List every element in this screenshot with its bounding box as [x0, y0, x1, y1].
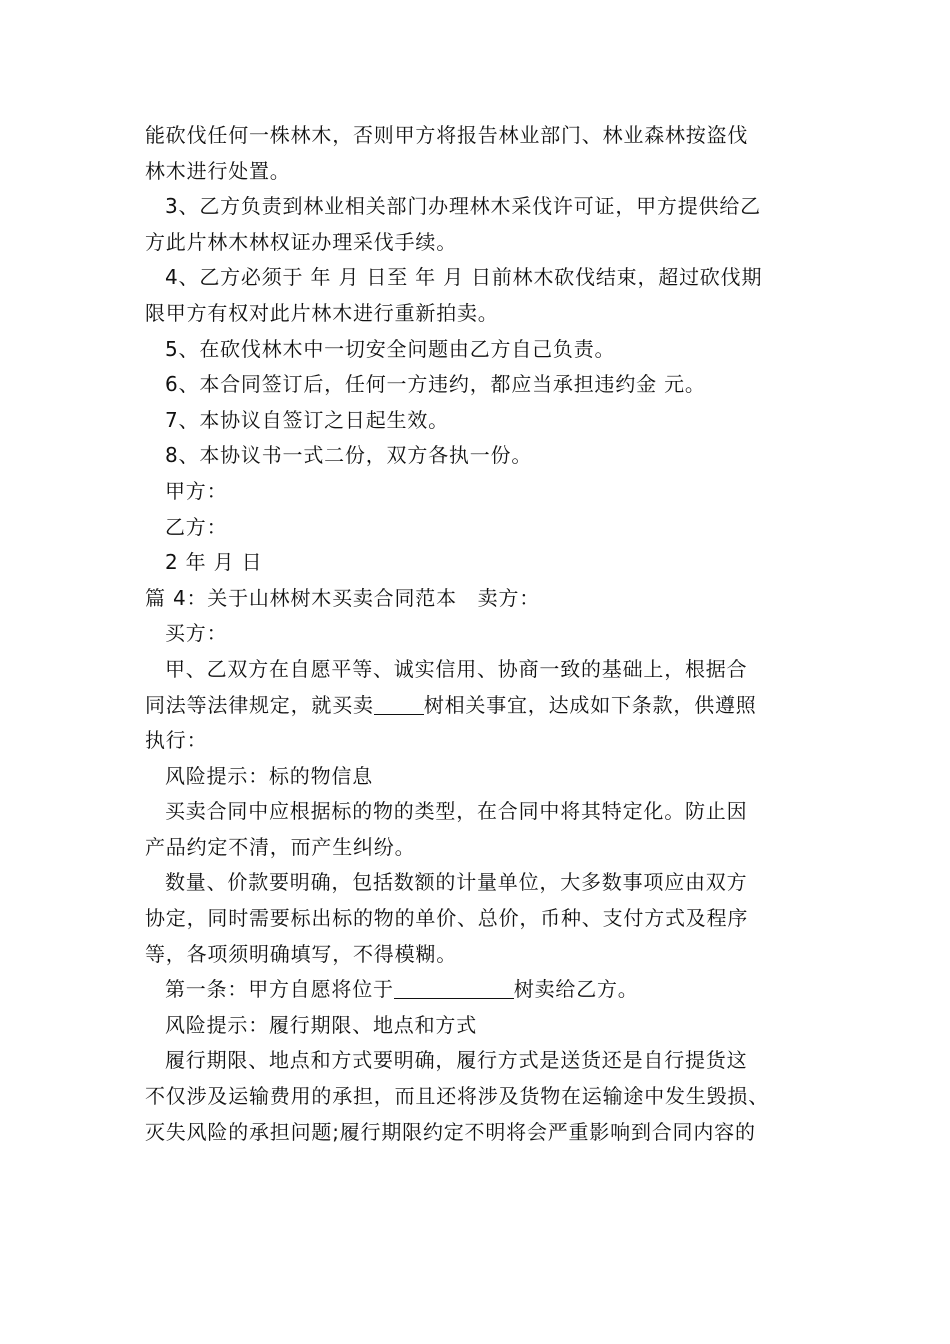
text-line: 不仅涉及运输费用的承担，而且还将涉及货物在运输途中发生毁损、 — [145, 1084, 769, 1109]
fill-blank-tree-type — [374, 694, 424, 715]
clause-3: 3、乙方负责到林业相关部门办理林木采伐许可证，甲方提供给乙 — [165, 194, 761, 219]
text-fragment: 同法等法律规定，就买卖 — [145, 692, 374, 717]
text-line: 灭失风险的承担问题;履行期限约定不明将会严重影响到合同内容的 — [145, 1119, 756, 1144]
text-line — [145, 688, 815, 724]
text-fragment: 第一条：甲方自愿将位于 — [165, 977, 394, 1002]
signing-date: 2 年 月 日 — [165, 550, 263, 575]
text-line: 方此片林木林权证办理采伐手续。 — [145, 229, 457, 254]
text-fragment: 树卖给乙方。 — [513, 977, 639, 1002]
clause-4: 4、乙方必须于 年 月 日至 年 月 日前林木砍伐结束，超过砍伐期 — [165, 265, 763, 290]
text-line: 等，各项须明确填写，不得模糊。 — [145, 941, 457, 966]
clause-7: 7、本协议自签订之日起生效。 — [165, 407, 449, 432]
fill-blank-location — [394, 978, 514, 999]
risk-tip-heading: 风险提示：标的物信息 — [165, 763, 373, 788]
text-line: 林木进行处置。 — [145, 158, 291, 183]
buyer-label: 买方： — [165, 621, 228, 646]
text-line: 协定，同时需要标出标的物的单价、总价，币种、支付方式及程序 — [145, 906, 749, 931]
text-line: 甲、乙双方在自愿平等、诚实信用、协商一致的基础上，根据合 — [165, 656, 748, 681]
clause-8: 8、本协议书一式二份，双方各执一份。 — [165, 443, 533, 468]
text-line: 限甲方有权对此片林木进行重新拍卖。 — [145, 300, 499, 325]
text-line: 执行： — [145, 728, 208, 753]
contract-body — [145, 118, 815, 1150]
article-1 — [145, 972, 815, 1008]
text-line: 产品约定不清，而产生纠纷。 — [145, 834, 416, 859]
risk-tip-heading: 风险提示：履行期限、地点和方式 — [165, 1012, 477, 1037]
text-line: 数量、价款要明确，包括数额的计量单位，大多数事项应由双方 — [165, 870, 748, 895]
text-line: 履行期限、地点和方式要明确，履行方式是送货还是自行提货这 — [165, 1048, 748, 1073]
text-fragment: 树相关事宜，达成如下条款，供遵照 — [423, 692, 757, 717]
clause-6: 6、本合同签订后，任何一方违约，都应当承担违约金 元。 — [165, 372, 706, 397]
clause-5: 5、在砍伐林木中一切安全问题由乙方自己负责。 — [165, 336, 616, 361]
party-a-signature: 甲方： — [165, 478, 228, 503]
party-b-signature: 乙方： — [165, 514, 228, 539]
text-line: 能砍伐任何一株林木，否则甲方将报告林业部门、林业森林按盗伐 — [145, 123, 749, 147]
text-line: 买卖合同中应根据标的物的类型，在合同中将其特定化。防止因 — [165, 799, 748, 824]
section-heading: 篇 4：关于山林树木买卖合同范本 卖方： — [145, 585, 541, 610]
